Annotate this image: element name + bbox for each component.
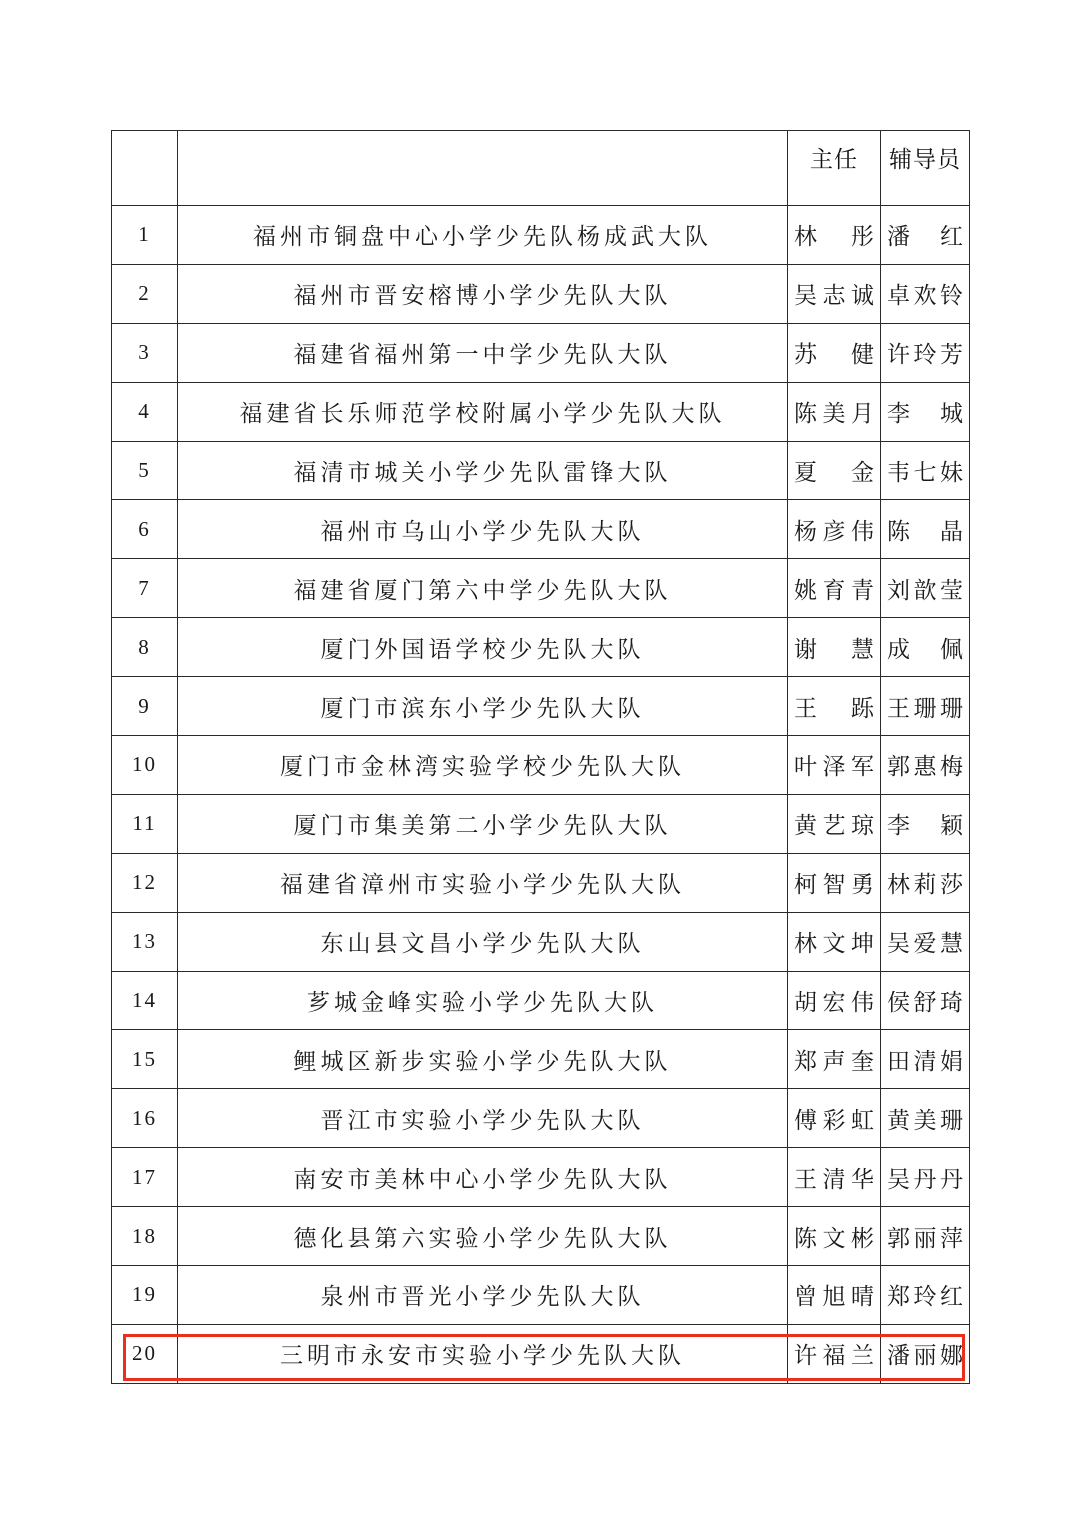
director-name: 叶 泽 军 <box>788 736 881 795</box>
counselor-name: 郭 惠 梅 <box>881 736 970 795</box>
header-director: 主任 <box>788 131 881 206</box>
counselor-name: 李 城 <box>881 382 970 441</box>
counselor-name: 侯 舒 琦 <box>881 971 970 1030</box>
counselor-name: 许 玲 芳 <box>881 323 970 382</box>
director-name: 陈 美 月 <box>788 382 881 441</box>
table-row <box>112 264 970 323</box>
roster-table <box>111 130 970 1384</box>
organization-name: 福建省福州第一中学少先队大队 <box>178 323 788 382</box>
row-index: 20 <box>112 1324 178 1383</box>
row-index: 9 <box>112 677 178 736</box>
row-index: 15 <box>112 1030 178 1089</box>
row-index: 11 <box>112 794 178 853</box>
organization-name: 福建省长乐师范学校附属小学少先队大队 <box>178 382 788 441</box>
table-row <box>112 1089 970 1148</box>
director-name: 胡 宏 伟 <box>788 971 881 1030</box>
organization-name: 厦门市滨东小学少先队大队 <box>178 677 788 736</box>
table-row <box>112 441 970 500</box>
director-name: 林 文 坤 <box>788 912 881 971</box>
table-row <box>112 853 970 912</box>
table-row <box>112 971 970 1030</box>
counselor-name: 郭 丽 萍 <box>881 1207 970 1266</box>
header-organization <box>178 131 788 206</box>
director-name: 吴 志 诚 <box>788 264 881 323</box>
table-row-highlighted <box>112 1324 970 1383</box>
table-row <box>112 323 970 382</box>
director-name: 夏 金 <box>788 441 881 500</box>
row-index: 7 <box>112 559 178 618</box>
row-index: 8 <box>112 618 178 677</box>
counselor-name: 吴 爱 慧 <box>881 912 970 971</box>
director-name: 姚 育 青 <box>788 559 881 618</box>
organization-name: 鲤城区新步实验小学少先队大队 <box>178 1030 788 1089</box>
table-body <box>112 206 970 1384</box>
row-index: 10 <box>112 736 178 795</box>
row-index: 12 <box>112 853 178 912</box>
table-row <box>112 559 970 618</box>
organization-name: 厦门市集美第二小学少先队大队 <box>178 794 788 853</box>
counselor-name: 王 珊 珊 <box>881 677 970 736</box>
header-counselor: 辅导员 <box>881 131 970 206</box>
director-name: 柯 智 勇 <box>788 853 881 912</box>
organization-name: 东山县文昌小学少先队大队 <box>178 912 788 971</box>
director-name: 苏 健 <box>788 323 881 382</box>
table-row <box>112 1030 970 1089</box>
table-row <box>112 794 970 853</box>
organization-name: 福建省厦门第六中学少先队大队 <box>178 559 788 618</box>
organization-name: 福州市铜盘中心小学少先队杨成武大队 <box>178 206 788 265</box>
counselor-name: 吴 丹 丹 <box>881 1148 970 1207</box>
row-index: 17 <box>112 1148 178 1207</box>
counselor-name: 林 莉 莎 <box>881 853 970 912</box>
counselor-name: 韦 七 妹 <box>881 441 970 500</box>
table-row <box>112 206 970 265</box>
director-name: 黄 艺 琼 <box>788 794 881 853</box>
organization-name: 厦门外国语学校少先队大队 <box>178 618 788 677</box>
row-index: 13 <box>112 912 178 971</box>
organization-name: 泉州市晋光小学少先队大队 <box>178 1266 788 1325</box>
table-row <box>112 618 970 677</box>
table-row <box>112 736 970 795</box>
director-name: 许 福 兰 <box>788 1324 881 1383</box>
director-name: 杨 彦 伟 <box>788 500 881 559</box>
counselor-name: 卓 欢 铃 <box>881 264 970 323</box>
row-index: 5 <box>112 441 178 500</box>
director-name: 谢 慧 <box>788 618 881 677</box>
row-index: 3 <box>112 323 178 382</box>
table-row <box>112 382 970 441</box>
organization-name: 福建省漳州市实验小学少先队大队 <box>178 853 788 912</box>
organization-name: 三明市永安市实验小学少先队大队 <box>178 1324 788 1383</box>
organization-name: 芗城金峰实验小学少先队大队 <box>178 971 788 1030</box>
row-index: 16 <box>112 1089 178 1148</box>
row-index: 19 <box>112 1266 178 1325</box>
counselor-name: 潘 丽 娜 <box>881 1324 970 1383</box>
counselor-name: 陈 晶 <box>881 500 970 559</box>
table-row <box>112 1207 970 1266</box>
row-index: 2 <box>112 264 178 323</box>
organization-name: 南安市美林中心小学少先队大队 <box>178 1148 788 1207</box>
organization-name: 厦门市金林湾实验学校少先队大队 <box>178 736 788 795</box>
row-index: 4 <box>112 382 178 441</box>
organization-name: 福州市乌山小学少先队大队 <box>178 500 788 559</box>
row-index: 1 <box>112 206 178 265</box>
counselor-name: 黄 美 珊 <box>881 1089 970 1148</box>
director-name: 王 清 华 <box>788 1148 881 1207</box>
director-name: 傅 彩 虹 <box>788 1089 881 1148</box>
row-index: 14 <box>112 971 178 1030</box>
counselor-name: 潘 红 <box>881 206 970 265</box>
row-index: 18 <box>112 1207 178 1266</box>
organization-name: 福清市城关小学少先队雷锋大队 <box>178 441 788 500</box>
row-index: 6 <box>112 500 178 559</box>
counselor-name: 田 清 娟 <box>881 1030 970 1089</box>
organization-name: 晋江市实验小学少先队大队 <box>178 1089 788 1148</box>
table-row <box>112 500 970 559</box>
header-index <box>112 131 178 206</box>
counselor-name: 郑 玲 红 <box>881 1266 970 1325</box>
director-name: 林 彤 <box>788 206 881 265</box>
organization-name: 德化县第六实验小学少先队大队 <box>178 1207 788 1266</box>
organization-name: 福州市晋安榕博小学少先队大队 <box>178 264 788 323</box>
counselor-name: 刘 歆 莹 <box>881 559 970 618</box>
table-header-row <box>112 131 970 206</box>
director-name: 陈 文 彬 <box>788 1207 881 1266</box>
director-name: 曾 旭 晴 <box>788 1266 881 1325</box>
table-row <box>112 1266 970 1325</box>
table-row <box>112 1148 970 1207</box>
table-row <box>112 912 970 971</box>
table-row <box>112 677 970 736</box>
counselor-name: 成 佩 <box>881 618 970 677</box>
director-name: 郑 声 奎 <box>788 1030 881 1089</box>
director-name: 王 跞 <box>788 677 881 736</box>
counselor-name: 李 颖 <box>881 794 970 853</box>
